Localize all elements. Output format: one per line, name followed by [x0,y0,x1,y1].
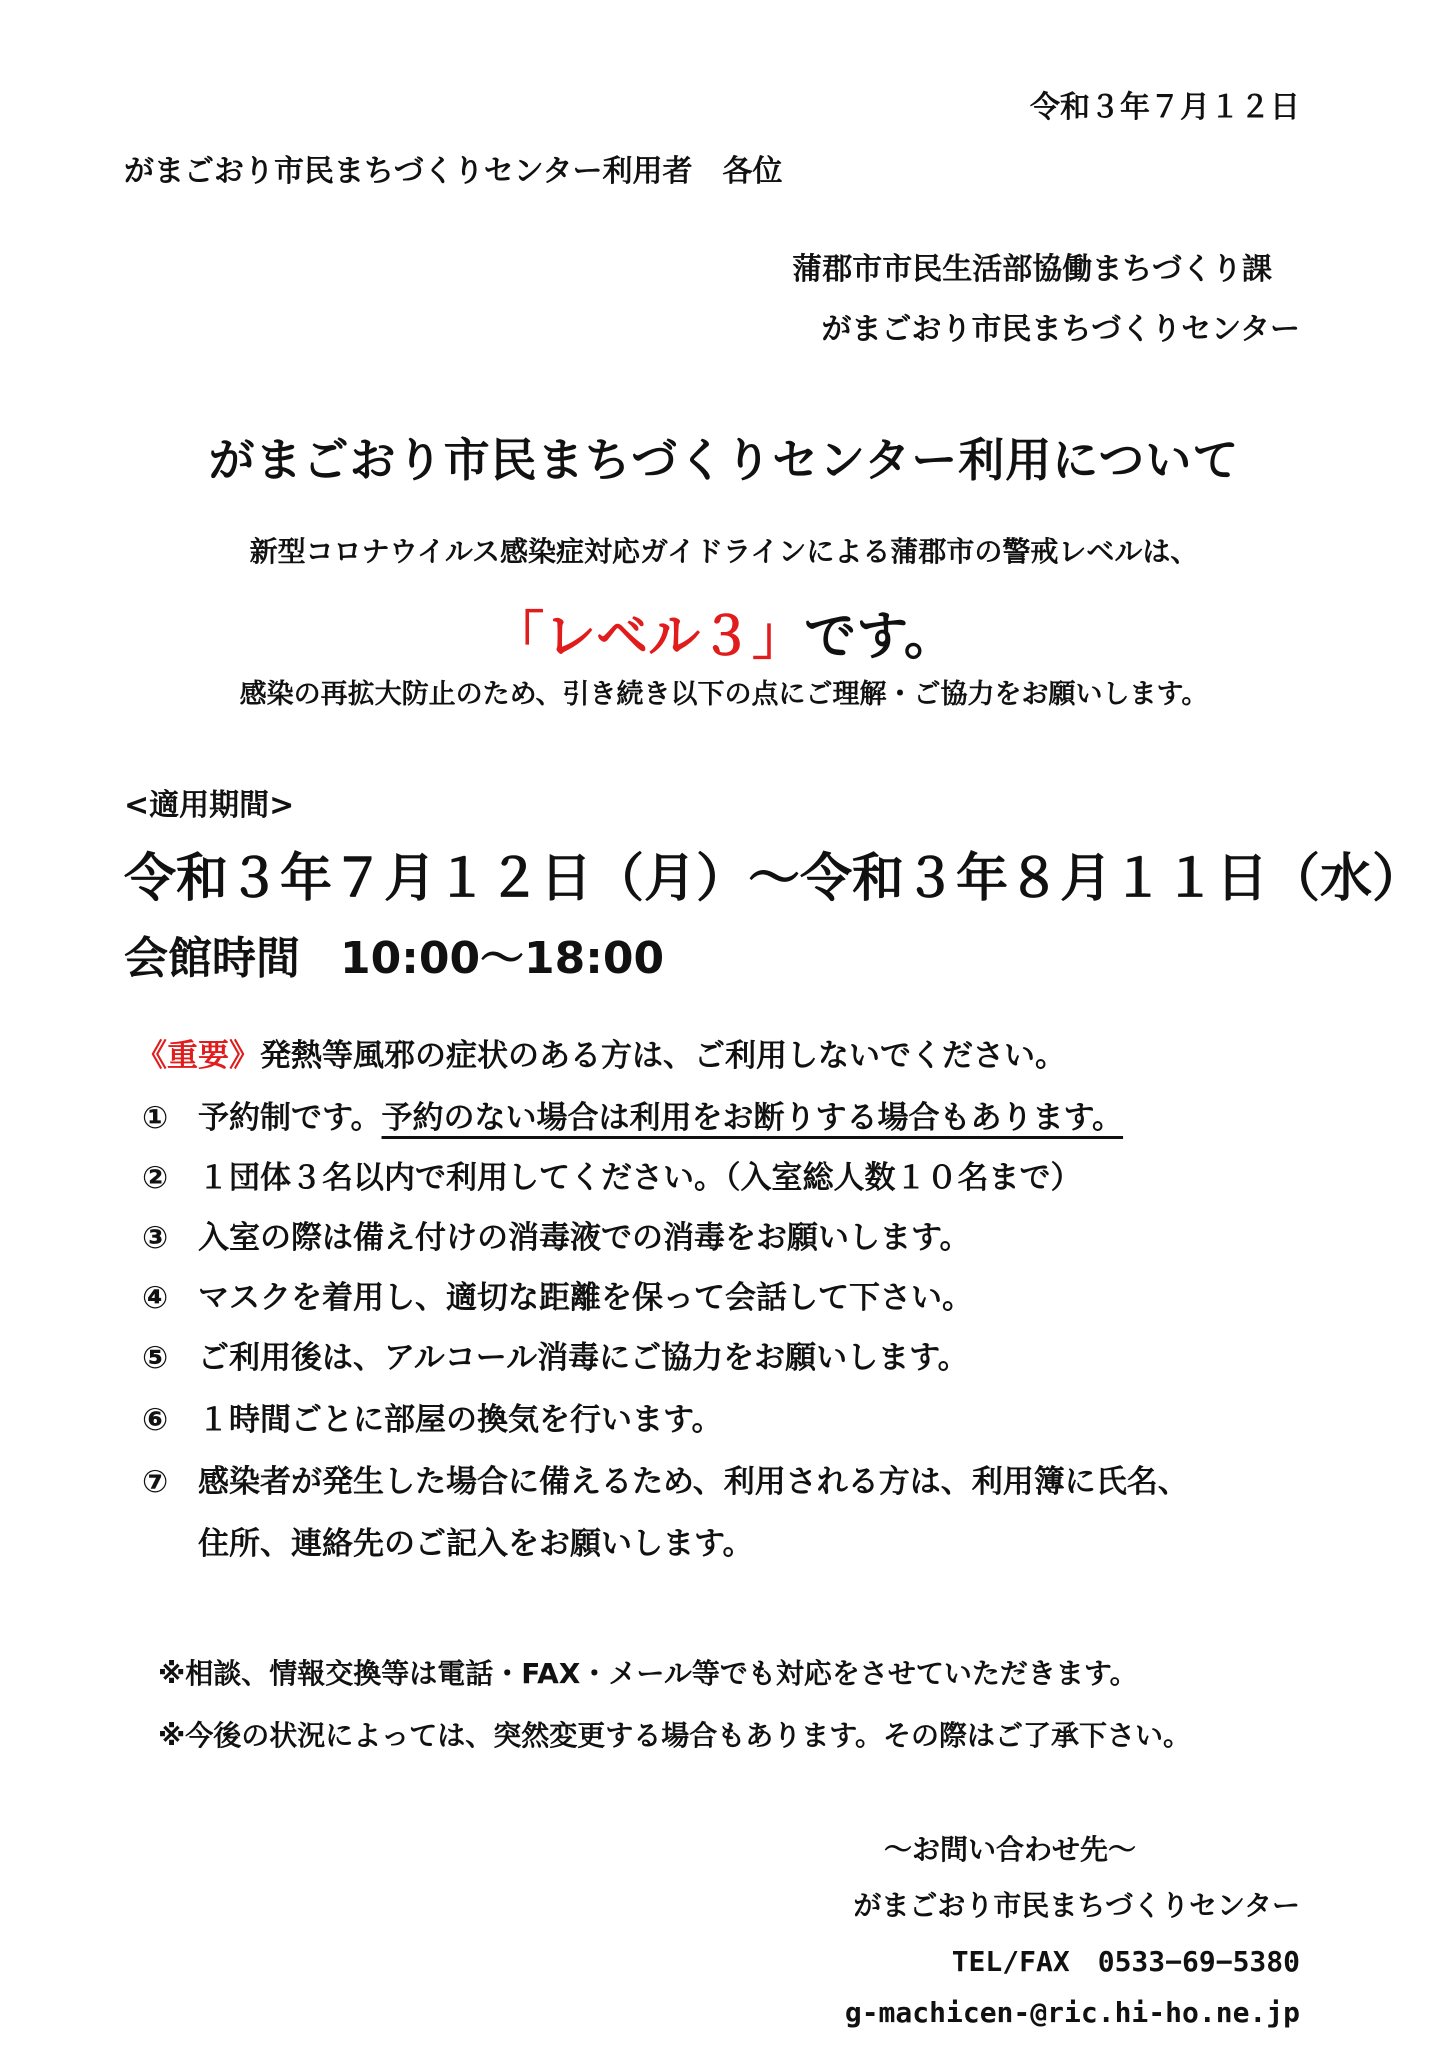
alert-level-suffix: です。 [804,607,956,667]
note-consultation: ※相談、情報交換等は電話・FAX・メール等でも対応をさせていただきます。 [158,1657,1138,1690]
rule-text: ご利用後は、アルコール消毒にご協力をお願いします。 [198,1340,969,1376]
rule-text: 感染者が発生した場合に備えるため、利用される方は、利用簿に氏名、 [198,1464,1189,1500]
alert-level-line [0,594,1448,669]
important-label: 《重要》 [136,1038,260,1074]
rule-number: ④ [142,1280,169,1316]
rule-text: 予約制です。 [198,1100,382,1136]
contact-phone: TEL/FAX 0533−69−5380 [951,1945,1300,1978]
rule-number: ① [142,1100,169,1136]
issuing-center: がまごおり市民まちづくりセンター [821,312,1300,347]
important-text: 発熱等風邪の症状のある方は、ご利用しないでください。 [260,1038,1066,1074]
rule-text: １団体３名以内で利用してください。（入室総人数１０名まで） [198,1160,1082,1196]
rule-number: ⑦ [142,1464,169,1500]
rule-number: ⑥ [142,1402,169,1438]
rule-text: 入室の際は備え付けの消毒液での消毒をお願いします。 [198,1220,971,1256]
hours-value: 10:00〜18:00 [340,933,665,984]
addressee: がまごおり市民まちづくりセンター利用者 各位 [124,154,783,189]
rule-item-1 [142,1092,1123,1137]
rule-underlined-text: 予約のない場合は利用をお断りする場合もあります。 [381,1100,1124,1136]
rule-item-5 [142,1332,969,1377]
opening-hours [124,922,664,986]
document-date: 令和３年７月１２日 [1030,90,1300,125]
hours-label: 会館時間 [124,933,300,984]
intro-line-2: 感染の再拡大防止のため、引き続き以下の点にご理解・ご協力をお願いします。 [239,679,1209,710]
period-range: 令和３年７月１２日（月）〜令和３年８月１１日（水） [124,849,1425,909]
rule-item-2 [142,1152,1082,1197]
document-title: がまごおり市民まちづくりセンター利用について [208,433,1240,487]
issuing-department: 蒲郡市市民生活部協働まちづくり課 [792,252,1272,287]
contact-name: がまごおり市民まちづくりセンター [853,1889,1300,1922]
rule-item-3 [142,1212,971,1257]
rule-item-4 [142,1272,973,1317]
rule-item-6 [142,1394,723,1439]
rule-text: マスクを着用し、適切な距離を保って会話して下さい。 [198,1280,973,1316]
intro-line-1: 新型コロナウイルス感染症対応ガイドラインによる蒲郡市の警戒レベルは、 [249,535,1199,568]
contact-heading: 〜お問い合わせ先〜 [883,1833,1136,1866]
rule-item-7 [142,1456,1189,1501]
rule-number: ② [142,1160,169,1196]
rule-item-7-continuation: 住所、連絡先のご記入をお願いします。 [198,1526,754,1562]
period-label: <適用期間> [124,788,295,823]
rule-text: １時間ごとに部屋の換気を行います。 [198,1402,723,1438]
important-notice [136,1030,1066,1075]
note-changes: ※今後の状況によっては、突然変更する場合もあります。その際はご了承下さい。 [158,1719,1191,1752]
rule-number: ⑤ [142,1340,169,1376]
alert-level: 「レベル３」 [492,607,805,667]
rule-number: ③ [142,1220,169,1256]
contact-email: g-machicen-@ric.hi-ho.ne.jp [844,1996,1300,2029]
